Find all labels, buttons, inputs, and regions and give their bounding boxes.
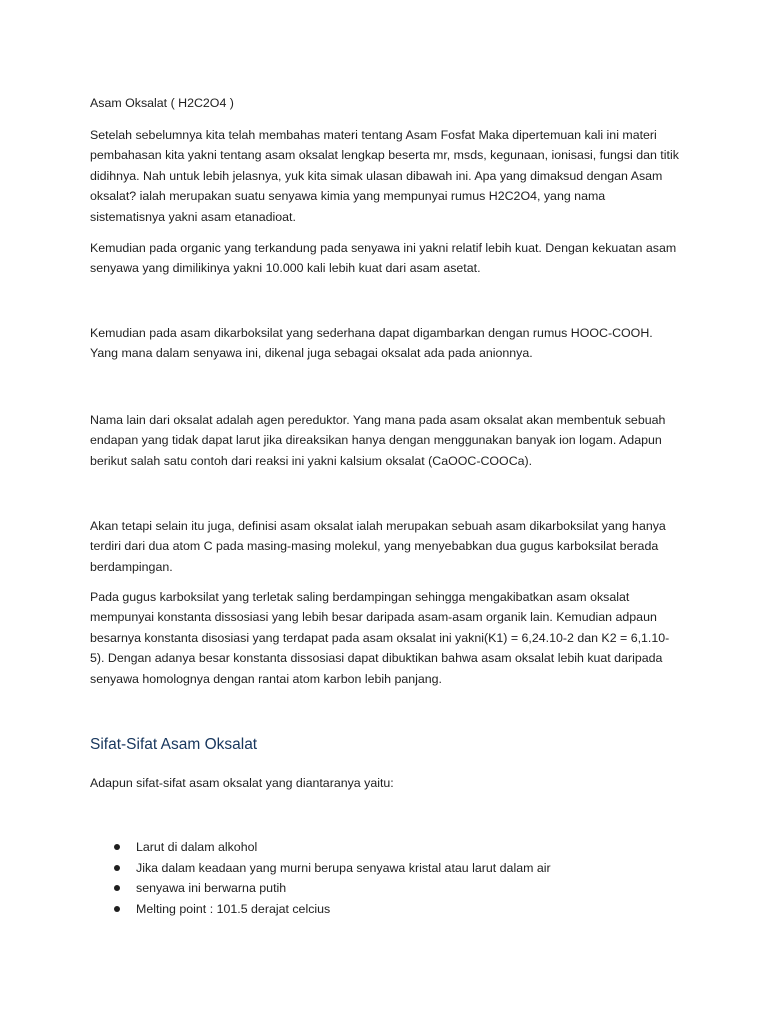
list-item-text: Larut di dalam alkohol: [136, 840, 258, 854]
paragraph-dissociation: Pada gugus karboksilat yang terletak saling berdampingan sehingga mengakibatkan asam oksalat mempunyai konstanta dissosiasi yang lebih besar daripada asam-asam organik lain. Kemudian adpaun besarnya konstanta disosiasi yang terdapat pada asam oksalat ini yakni(K1) = 6,24.10-2 dan K2 = 6,1.10-5). Dengan adanya besar konstanta dissosiasi dapat dibuktikan bahwa asam oksalat lebih kuat daripada senyawa homolognya dengan rantai atom karbon lebih panjang.: [90, 590, 670, 686]
paragraph-reducing-agent: Nama lain dari oksalat adalah agen pereduktor. Yang mana pada asam oksalat akan membentuk sebuah endapan yang tidak dapat larut jika direaksikan hanya dengan menggunakan banyak ion logam. Adapun berikut salah satu contoh dari reaksi ini yakni kalsium oksalat (CaOOC-COOCa).: [90, 413, 666, 468]
paragraph-acid-strength: Kemudian pada organic yang terkandung pada senyawa ini yakni relatif lebih kuat. Dengan kekuatan asam senyawa yang dimilikinya yakni 10.000 kali lebih kuat dari asam asetat.: [90, 241, 677, 276]
paragraph-dicarboxylic: Kemudian pada asam dikarboksilat yang sederhana dapat digambarkan dengan rumus HOOC-COOH. Yang mana dalam senyawa ini, dikenal juga sebagai oksalat ada pada anionnya.: [90, 326, 653, 361]
bullet-icon: [114, 906, 120, 912]
bullet-icon: [114, 865, 120, 871]
document-title: Asam Oksalat ( H2C2O4 ): [90, 96, 234, 110]
list-item: [90, 878, 680, 899]
list-item-text: senyawa ini berwarna putih: [136, 881, 287, 896]
paragraph-definition: Akan tetapi selain itu juga, definisi asam oksalat ialah merupakan sebuah asam dikarboksilat yang hanya terdiri dari dua atom C pada masing-masing molekul, yang menyebabkan dua gugus karboksilat berada berdampingan.: [90, 519, 666, 574]
bullet-icon: [114, 844, 120, 850]
section-intro: Adapun sifat-sifat asam oksalat yang diantaranya yaitu:: [90, 776, 394, 790]
bullet-icon: [114, 885, 120, 891]
list-item: [90, 837, 680, 858]
list-item: [90, 858, 680, 879]
section-heading: Sifat-Sifat Asam Oksalat: [90, 736, 258, 753]
list-item-text: Melting point : 101.5 derajat celcius: [136, 901, 331, 916]
properties-list: [90, 837, 680, 919]
list-item: [90, 899, 680, 920]
list-item-text: Jika dalam keadaan yang murni berupa senyawa kristal atau larut dalam air: [136, 860, 551, 875]
paragraph-intro: Setelah sebelumnya kita telah membahas materi tentang Asam Fosfat Maka dipertemuan kali ini materi pembahasan kita yakni tentang asam oksalat lengkap beserta mr, msds, kegunaan, ionisasi, fungsi dan titik didihnya. Nah untuk lebih jelasnya, yuk kita simak ulasan dibawah ini. Apa yang dimaksud dengan Asam oksalat? ialah merupakan suatu senyawa kimia yang mempunyai rumus H2C2O4, yang nama sistematisnya yakni asam etanadioat.: [90, 128, 679, 224]
